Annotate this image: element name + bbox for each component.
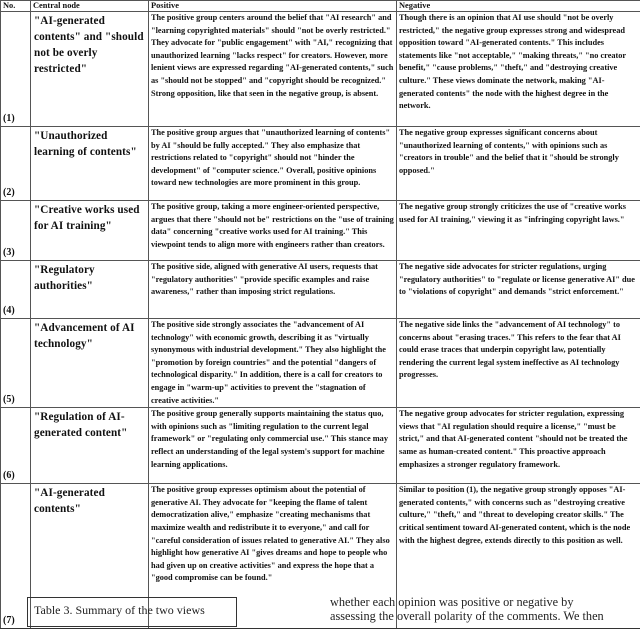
row-number: (4) <box>1 261 31 319</box>
central-node-cell: "Unauthorized learning of contents" <box>31 127 149 201</box>
table-row <box>1 127 640 201</box>
table-row <box>1 408 640 484</box>
header-no: No. <box>1 1 31 12</box>
central-node-cell: "Regulatory authorities" <box>31 261 149 319</box>
table-row <box>1 201 640 261</box>
row-number: (2) <box>1 127 31 201</box>
positive-cell: The positive group generally supports maintaining the status quo, with opinions such as "limiting regulation to the current legal framework" or "regulating only commercial use." This stance may reflect an understanding of the legal system's support for machine learning applications. <box>149 408 397 484</box>
row-number: (1) <box>1 12 31 127</box>
positive-cell: The positive group centers around the belief that "AI research" and "learning copyrighted materials" should "not be overly restricted." They advocate for "public engagement" with "AI," recognizing that unauthorized learning "lacks respect" for creators. However, more lenient views are expressed regarding "AI-generated contents," such as "should not be stopped" and "copyright should be recognized." Strong opposition, like that seen in the negative group, is absent. <box>149 12 397 127</box>
central-node-cell: "AI-generated contents" <box>31 484 149 629</box>
row-number: (5) <box>1 319 31 408</box>
header-positive: Positive <box>149 1 397 12</box>
negative-cell: The negative group strongly criticizes the use of "creative works used for AI training," viewing it as "infringing copyright laws." <box>397 201 640 261</box>
negative-cell: Similar to position (1), the negative group strongly opposes "AI-generated contents," with concerns such as "destroying creative culture," "theft," and "threat to developing creator skills." The critical sentiment toward AI-generated content, which is the node with the highest degree, extends directly to this position as well. <box>397 484 640 629</box>
central-node-cell: "AI-generated contents" and "should not be overly restricted" <box>31 12 149 127</box>
central-node-cell: "Creative works used for AI training" <box>31 201 149 261</box>
body-line-1: whether each opinion was positive or negative by <box>330 595 640 609</box>
row-number: (7) <box>1 484 31 629</box>
positive-cell: The positive group, taking a more engineer-oriented perspective, argues that there "should not be" restrictions on the "use of training data" concerning "creative works used for AI training." This viewpoint tends to align more with engineers rather than creators. <box>149 201 397 261</box>
row-number: (6) <box>1 408 31 484</box>
positive-cell: The positive group expresses optimism about the potential of generative AI. They advocate for "keeping the flame of talent democratization alive," emphasize "creating mechanisms that maximize wealth and redistribute it to everyone," and call for "careful consideration of issues related to generative AI." They also highlight how generative AI "gives dreams and hope to people who had given up on creative activities" and express the hope that a "good compromise can be found." <box>149 484 397 629</box>
header-central-node: Central node <box>31 1 149 12</box>
row-number: (3) <box>1 201 31 261</box>
negative-cell: The negative group expresses significant concerns about "unauthorized learning of contents," with opinions such as "creators in trouble" and the belief that it "should be strongly opposed." <box>397 127 640 201</box>
table-row <box>1 12 640 127</box>
positive-cell: The positive group argues that "unauthorized learning of contents" by AI "should be fully accepted." They also emphasize that restrictions related to "copyright" should not "hinder the development" of "computer science." Overall, positive opinions toward new technologies are more prominent in this group. <box>149 127 397 201</box>
central-node-cell: "Regulation of AI-generated content" <box>31 408 149 484</box>
negative-cell: Though there is an opinion that AI use should "not be overly restricted," the negative group expresses strong and widespread opposition toward "AI-generated contents." This includes statements like "not acceptable," "making threats," "no creator benefit," "cause problems," "theft," and "destroying creative culture." These views dominate the network, making "AI-generated contents" the node with the highest degree in the network. <box>397 12 640 127</box>
negative-cell: The negative group advocates for stricter regulation, expressing views that "AI regulation should require a license," "must be strict," and that AI-generated content "should not be treated the same as human-created content." This proactive approach emphasizes a stronger regulatory framework. <box>397 408 640 484</box>
body-line-2: assessing the overall polarity of the comments. We then <box>330 609 640 623</box>
table-header-row <box>1 1 640 12</box>
central-node-cell: "Advancement of AI technology" <box>31 319 149 408</box>
negative-cell: The negative side links the "advancement of AI technology" to concerns about "erasing traces." This refers to the fear that AI could erase traces that underpin copyright law, potentially rendering the current legal system ineffective as AI technology progresses. <box>397 319 640 408</box>
table-row <box>1 319 640 408</box>
negative-cell: The negative side advocates for stricter regulations, urging "regulatory authorities" to "regulate or license generative AI" due to "violations of copyright" and demands "strict enforcement." <box>397 261 640 319</box>
table-caption <box>27 597 237 627</box>
positive-cell: The positive side, aligned with generative AI users, requests that "regulatory authorities" "provide specific examples and raise awareness," rather than imposing strict regulations. <box>149 261 397 319</box>
table-row <box>1 261 640 319</box>
positive-cell: The positive side strongly associates the "advancement of AI technology" with economic growth, describing it as "virtually synonymous with industrial development." They also highlight the "promotion by foreign countries" and the potential "dangers of technological disparity." In addition, there is a call for creators to engage in "warm-up" activities to prevent the "stagnation of creative activities." <box>149 319 397 408</box>
table-caption-text: Table 3. Summary of the two views <box>34 603 205 617</box>
header-negative: Negative <box>397 1 640 12</box>
